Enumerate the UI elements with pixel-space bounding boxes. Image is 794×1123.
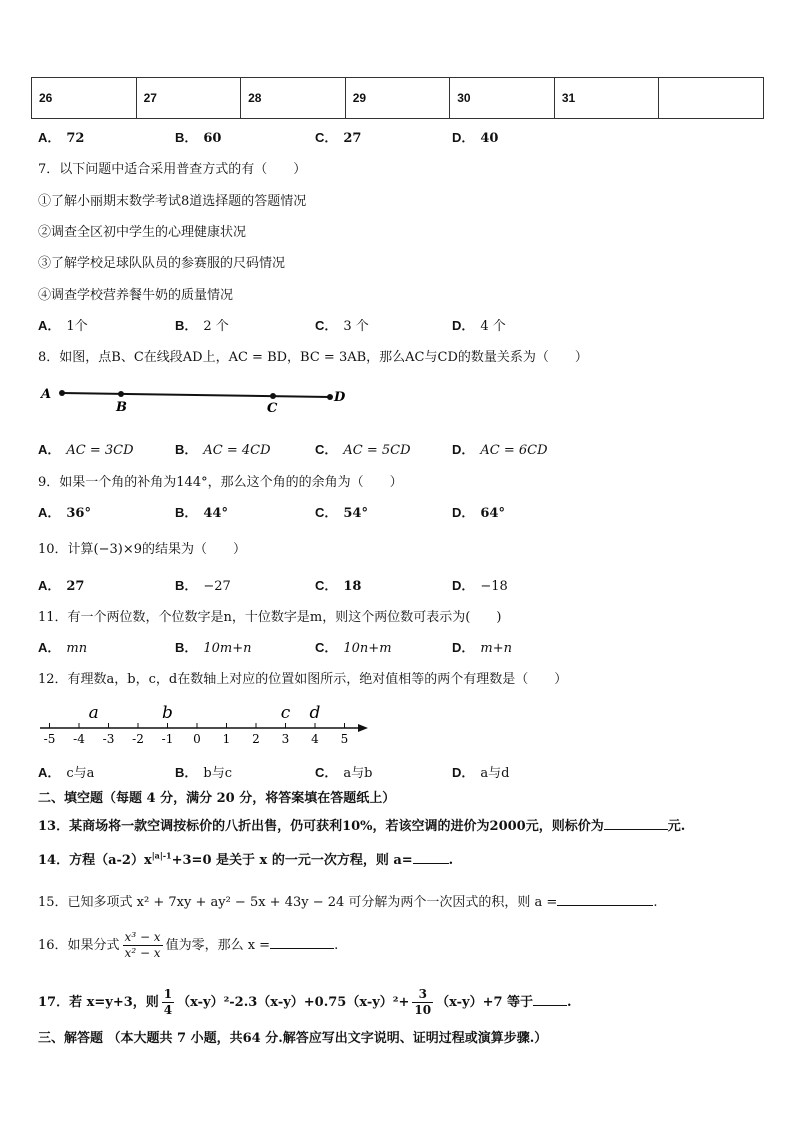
q17-fraction-1: $\frac{1}{4}$ bbox=[163, 987, 173, 1017]
table-cell: 31 bbox=[554, 78, 659, 119]
option-a: A． mn bbox=[38, 640, 88, 656]
table-cell: 30 bbox=[450, 78, 555, 119]
option-a: A． 27 bbox=[38, 578, 85, 594]
point-c bbox=[270, 393, 276, 399]
tick-label: -3 bbox=[102, 732, 115, 746]
q16-post: 值为零，那么 x = bbox=[165, 938, 271, 953]
point-label-b: b bbox=[162, 703, 173, 723]
table-row bbox=[32, 78, 764, 119]
q11-options bbox=[38, 637, 758, 655]
tick-label: 3 bbox=[281, 732, 290, 746]
q16-end: . bbox=[334, 938, 339, 953]
q7-item-2: ②调查全区初中学生的心理健康状况 bbox=[38, 225, 247, 240]
table-cell: 29 bbox=[345, 78, 450, 119]
tick-label: 5 bbox=[340, 732, 349, 746]
q7-item-1: ①了解小丽期末数学考试8道选择题的答题情况 bbox=[38, 194, 307, 209]
option-c: C． a与b bbox=[315, 765, 373, 781]
q14-post: +3=0 是关于 x 的一元一次方程，则 a= bbox=[171, 853, 413, 868]
q9-options bbox=[38, 502, 758, 520]
option-b: B． 60 bbox=[175, 130, 222, 146]
q13-text: 13．某商场将一款空调按标价的八折出售，仍可获利10%，若该空调的进价为2000元，则标价为 bbox=[38, 819, 604, 834]
q15 bbox=[38, 891, 657, 910]
q12-options bbox=[38, 762, 758, 780]
q6-options bbox=[38, 127, 758, 145]
option-c: C． 3 个 bbox=[315, 318, 369, 334]
q14-end: . bbox=[448, 853, 454, 868]
option-b: B． −27 bbox=[175, 578, 231, 594]
option-a: A． 72 bbox=[38, 130, 85, 146]
point-b bbox=[118, 391, 124, 397]
option-d: D． m+n bbox=[452, 640, 512, 656]
option-d: D． AC = 6CD bbox=[452, 442, 548, 458]
q17-mid1: （x-y）²-2.3（x-y）+0.75（x-y）²+ bbox=[177, 995, 410, 1010]
q17-fraction-2: $\frac{3}{10}$ bbox=[414, 987, 432, 1017]
q13-suffix: 元. bbox=[667, 819, 686, 834]
table-cell: 26 bbox=[32, 78, 137, 119]
label-d: D bbox=[334, 390, 346, 405]
segment-ad bbox=[62, 393, 330, 397]
tick-label: 1 bbox=[222, 732, 231, 746]
option-b: B． b与c bbox=[175, 765, 232, 781]
point-label-c: c bbox=[280, 703, 291, 723]
q13 bbox=[38, 815, 685, 834]
q16-pre: 16．如果分式 bbox=[38, 938, 120, 953]
option-d: D． a与d bbox=[452, 765, 510, 781]
section-3-heading: 三、解答题 （本大题共 7 小题，共64 分.解答应写出文字说明、证明过程或演算步骤.） bbox=[38, 1031, 548, 1046]
option-d: D． 4 个 bbox=[452, 318, 506, 334]
q7-stem: 7．以下问题中适合采用普查方式的有（ ） bbox=[38, 162, 307, 177]
point-a bbox=[59, 390, 65, 396]
option-a: A． 36° bbox=[38, 505, 91, 521]
q17-end: . bbox=[567, 995, 572, 1010]
point-label-a: a bbox=[88, 703, 99, 723]
answer-table bbox=[31, 77, 764, 119]
option-b: B． 2 个 bbox=[175, 318, 229, 334]
option-c: C． AC = 5CD bbox=[315, 442, 411, 458]
tick-label: -4 bbox=[73, 732, 85, 746]
q17-pre: 17．若 x=y+3，则 bbox=[38, 995, 159, 1010]
q7-item-3: ③了解学校足球队队员的参赛服的尺码情况 bbox=[38, 256, 286, 271]
option-c: C． 18 bbox=[315, 578, 362, 594]
q15-text: 15．已知多项式 x² + 7xy + ay² − 5x + 43y − 24 可分解为两个一次因式的积，则 a = bbox=[38, 895, 558, 910]
point-d bbox=[327, 394, 333, 400]
label-b: B bbox=[116, 400, 127, 415]
label-a: A bbox=[41, 387, 52, 402]
option-a: A． c与a bbox=[38, 765, 95, 781]
q10-stem: 10．计算(−3)×9的结果为（ ） bbox=[38, 542, 247, 557]
q15-blank[interactable] bbox=[557, 892, 653, 906]
option-b: B． 44° bbox=[175, 505, 228, 521]
q16 bbox=[38, 930, 338, 961]
tick-label: -2 bbox=[132, 732, 144, 746]
q17 bbox=[38, 987, 572, 1018]
q11-stem: 11．有一个两位数，个位数字是n，十位数字是m，则这个两位数可表示为( ) bbox=[38, 610, 502, 625]
tick-label: 2 bbox=[252, 732, 260, 746]
q14 bbox=[38, 849, 453, 868]
option-d: D． 64° bbox=[452, 505, 505, 521]
q17-mid2: （x-y）+7 等于 bbox=[436, 995, 534, 1010]
table-cell: 27 bbox=[136, 78, 241, 119]
q15-end: . bbox=[653, 895, 658, 910]
tick-label: 4 bbox=[311, 732, 319, 746]
q12-stem: 12．有理数a，b，c，d在数轴上对应的位置如图所示，绝对值相等的两个有理数是（ ） bbox=[38, 672, 568, 687]
table-cell bbox=[659, 78, 764, 119]
q8-stem: 8．如图，点B、C在线段AD上，AC = BD，BC = 3AB，那么AC与CD的数量关系为（ ） bbox=[38, 350, 588, 365]
option-b: B． 10m+n bbox=[175, 640, 252, 656]
option-d: D． 40 bbox=[452, 130, 499, 146]
label-c: C bbox=[267, 401, 278, 416]
segment-figure bbox=[38, 380, 358, 420]
q7-item-4: ④调查学校营养餐牛奶的质量情况 bbox=[38, 288, 234, 303]
point-label-d: d bbox=[309, 703, 321, 723]
q14-blank[interactable] bbox=[413, 850, 449, 864]
q16-fraction: $\frac{\text{x³ − x}}{\text{x² − x}}$ bbox=[124, 930, 161, 960]
q13-blank[interactable] bbox=[604, 816, 668, 830]
q14-pre: 14．方程（a-2）x bbox=[38, 853, 152, 868]
option-c: C． 54° bbox=[315, 505, 368, 521]
tick-label: 0 bbox=[193, 732, 201, 746]
q8-options bbox=[38, 439, 758, 457]
table-cell: 28 bbox=[241, 78, 346, 119]
tick-label: -1 bbox=[161, 732, 174, 746]
option-d: D． −18 bbox=[452, 578, 508, 594]
q17-blank[interactable] bbox=[533, 992, 567, 1006]
q16-blank[interactable] bbox=[270, 935, 334, 949]
option-a: A． 1个 bbox=[38, 318, 88, 334]
section-2-heading: 二、填空题（每题 4 分，满分 20 分，将答案填在答题纸上） bbox=[38, 791, 396, 806]
number-line-arrow bbox=[358, 724, 368, 732]
option-c: C． 27 bbox=[315, 130, 362, 146]
q9-stem: 9．如果一个角的补角为144°，那么这个角的的余角为（ ） bbox=[38, 475, 403, 490]
tick-label: -5 bbox=[43, 732, 56, 746]
q7-options bbox=[38, 315, 758, 333]
option-a: A． AC = 3CD bbox=[38, 442, 134, 458]
number-line bbox=[38, 700, 378, 748]
option-c: C． 10n+m bbox=[315, 640, 392, 656]
q14-sup: |a|-1 bbox=[151, 850, 172, 861]
q10-options bbox=[38, 575, 758, 593]
option-b: B． AC = 4CD bbox=[175, 442, 271, 458]
